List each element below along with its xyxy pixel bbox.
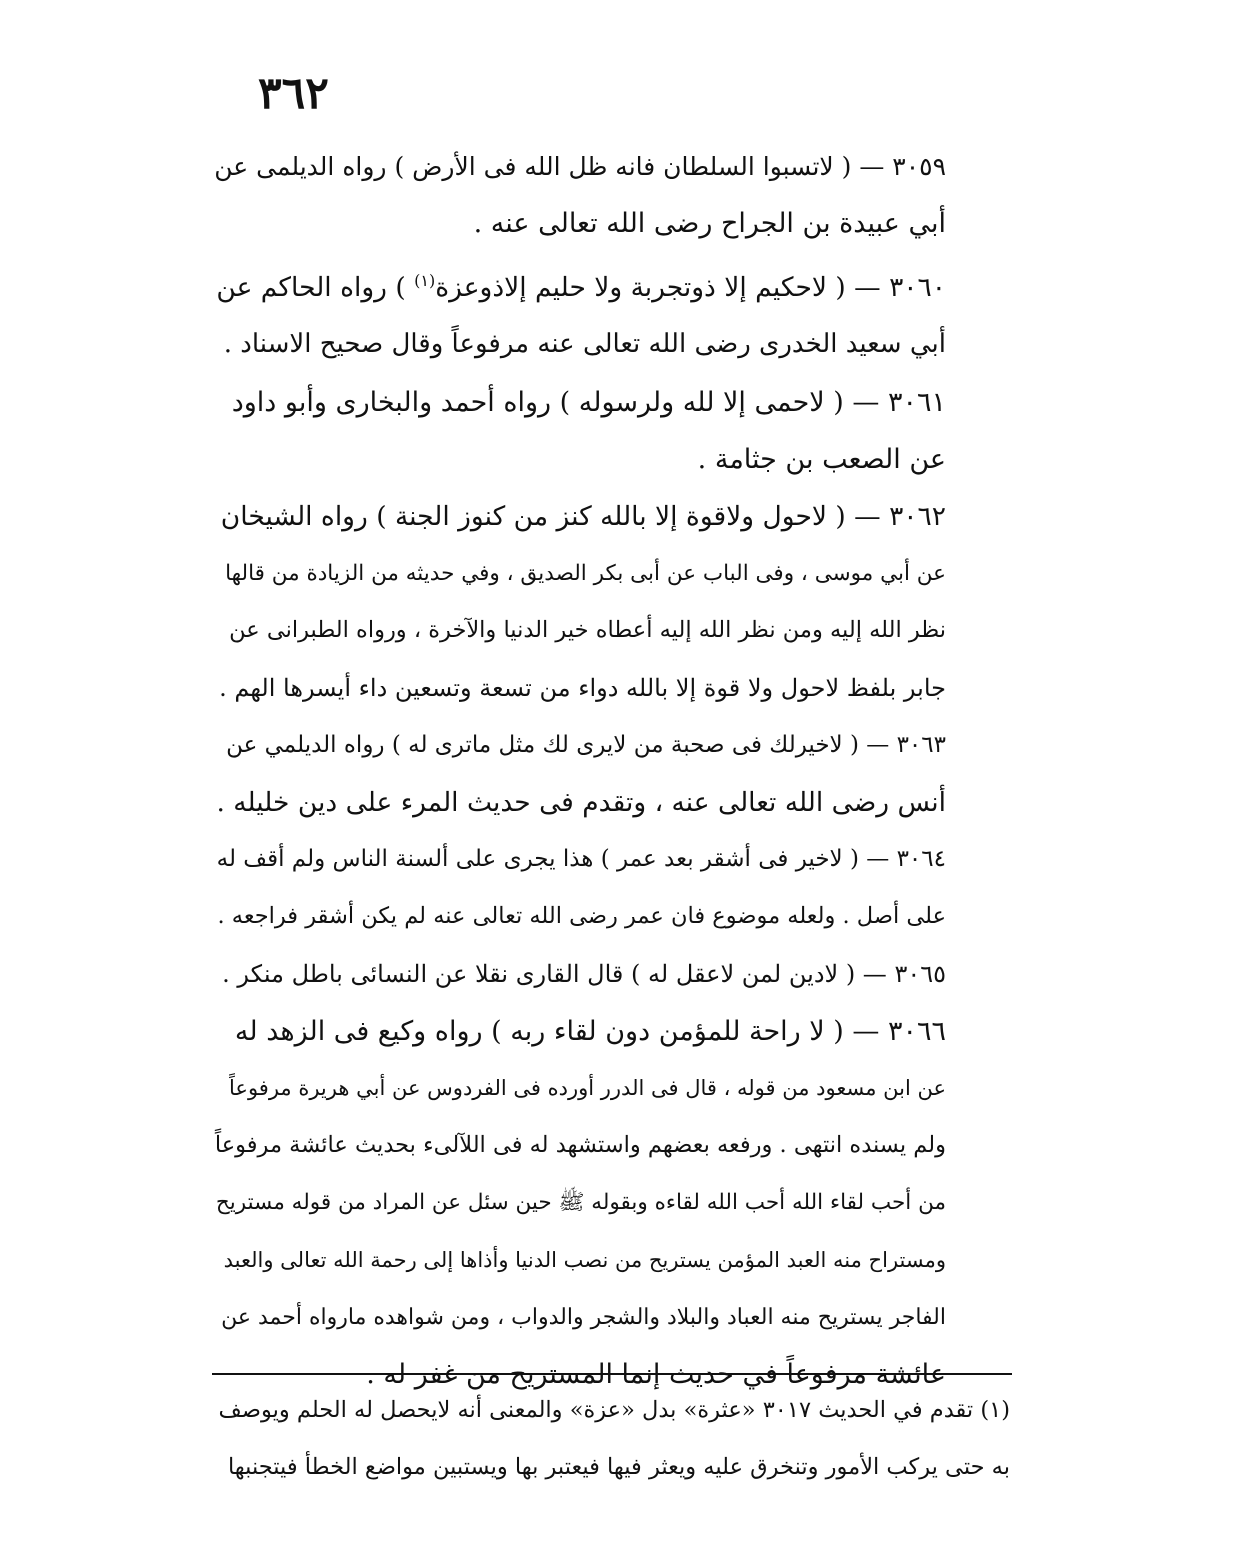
- hadith-entry-3063: [214, 717, 1010, 831]
- text-line: ٣٠٦٥ — ( لادين لمن لاعقل له ) قال القارى نقلا عن النسائى باطل منكر .: [222, 959, 946, 988]
- text-line: على أصل . ولعله موضوع فان عمر رضى الله تعالى عنه لم يكن أشقر فراجعه .: [217, 903, 946, 930]
- hadith-entries: [214, 138, 1010, 1403]
- hadith-entry-3065: [214, 946, 1010, 1003]
- text-line: أبي عبيدة بن الجراح رضى الله تعالى عنه .: [473, 208, 946, 240]
- text-segment: ) رواه الحاكم عن: [216, 272, 415, 304]
- footnotes: [214, 1382, 1010, 1496]
- hadith-entry-3061: [214, 374, 1010, 488]
- text-line: ٣٠٦٦ — ( لا راحة للمؤمن دون لقاء ربه ) رواه وكيع فى الزهد له: [234, 1015, 946, 1047]
- text-line: عن ابن مسعود من قوله ، قال فى الدرر أورده فى الفردوس عن أبي هريرة مرفوعاً: [229, 1076, 946, 1101]
- text-line: ٣٠٦٣ — ( لاخيرلك فى صحبة من لايرى لك مثل ماترى له ) رواه الديلمي عن: [226, 731, 946, 758]
- hadith-entry-3066: [214, 1003, 1010, 1403]
- text-line: أبي سعيد الخدرى رضى الله تعالى عنه مرفوعاً وقال صحيح الاسناد .: [223, 329, 946, 360]
- hadith-entry-3064: [214, 831, 1010, 945]
- text-line: أنس رضى الله تعالى عنه ، وتقدم فى حديث المرء على دين خليله .: [216, 787, 946, 819]
- page-number: ٣٦٢: [258, 68, 329, 119]
- text-line: من أحب لقاء الله أحب الله لقاءه وبقوله ﷺ حين سئل عن المراد من قوله مستريح: [215, 1190, 946, 1216]
- hadith-entry-3059: [214, 138, 1010, 252]
- text-line: (١) تقدم في الحديث ٣٠١٧ «عثرة» بدل «عزة» والمعنى أنه لايحصل له الحلم ويوصف: [218, 1397, 1010, 1423]
- footnote-marker: (١): [414, 271, 436, 291]
- text-segment: ٣٠٦٠ — ( لاحكيم إلا ذوتجربة ولا حليم إلاذوعزة: [435, 272, 946, 304]
- text-line: ومستراح منه العبد المؤمن يستريح من نصب الدنيا وأذاها إلى رحمة الله تعالى والعبد: [223, 1247, 946, 1272]
- text-line: ٣٠٦٢ — ( لاحول ولاقوة إلا بالله كنز من كنوز الجنة ) رواه الشيخان: [220, 501, 946, 533]
- text-line: عن أبي موسى ، وفى الباب عن أبى بكر الصديق ، وفي حديثه من الزيادة من قالها: [225, 561, 946, 587]
- text-line: [214, 252, 1010, 316]
- text-line: به حتى يركب الأمور وتنخرق عليه ويعثر فيها فيعتبر بها ويستبين مواضع الخطأ فيتجنبها: [227, 1454, 1010, 1480]
- hadith-entry-3062: [214, 488, 1010, 717]
- text-line: ٣٠٥٩ — ( لاتسبوا السلطان فانه ظل الله فى الأرض ) رواه الديلمى عن: [214, 152, 946, 181]
- footnote-1: [214, 1382, 1010, 1496]
- footnote-separator: [212, 1373, 1012, 1375]
- text-line: ولم يسنده انتهى . ورفعه بعضهم واستشهد له فى اللآلىء بحديث عائشة مرفوعاً: [214, 1132, 946, 1159]
- text-line: جابر بلفظ لاحول ولا قوة إلا بالله دواء من تسعة وتسعين داء أيسرها الهم .: [219, 673, 946, 702]
- text-line: ٣٠٦١ — ( لاحمى إلا لله ولرسوله ) رواه أحمد والبخارى وأبو داود: [231, 386, 946, 418]
- text-line: نظر الله إليه ومن نظر الله إليه أعطاه خير الدنيا والآخرة ، ورواه الطبرانى عن: [229, 617, 946, 644]
- hadith-entry-3060: [214, 252, 1010, 373]
- text-line: عن الصعب بن جثامة .: [697, 443, 946, 475]
- text-line: ٣٠٦٤ — ( لاخير فى أشقر بعد عمر ) هذا يجرى على ألسنة الناس ولم أقف له: [216, 846, 946, 873]
- text-line: عائشة مرفوعاً في حديث إنما المستريح من غفر له .: [366, 1359, 946, 1391]
- text-line: الفاجر يستريح منه العباد والبلاد والشجر والدواب ، ومن شواهده مارواه أحمد عن: [221, 1304, 946, 1330]
